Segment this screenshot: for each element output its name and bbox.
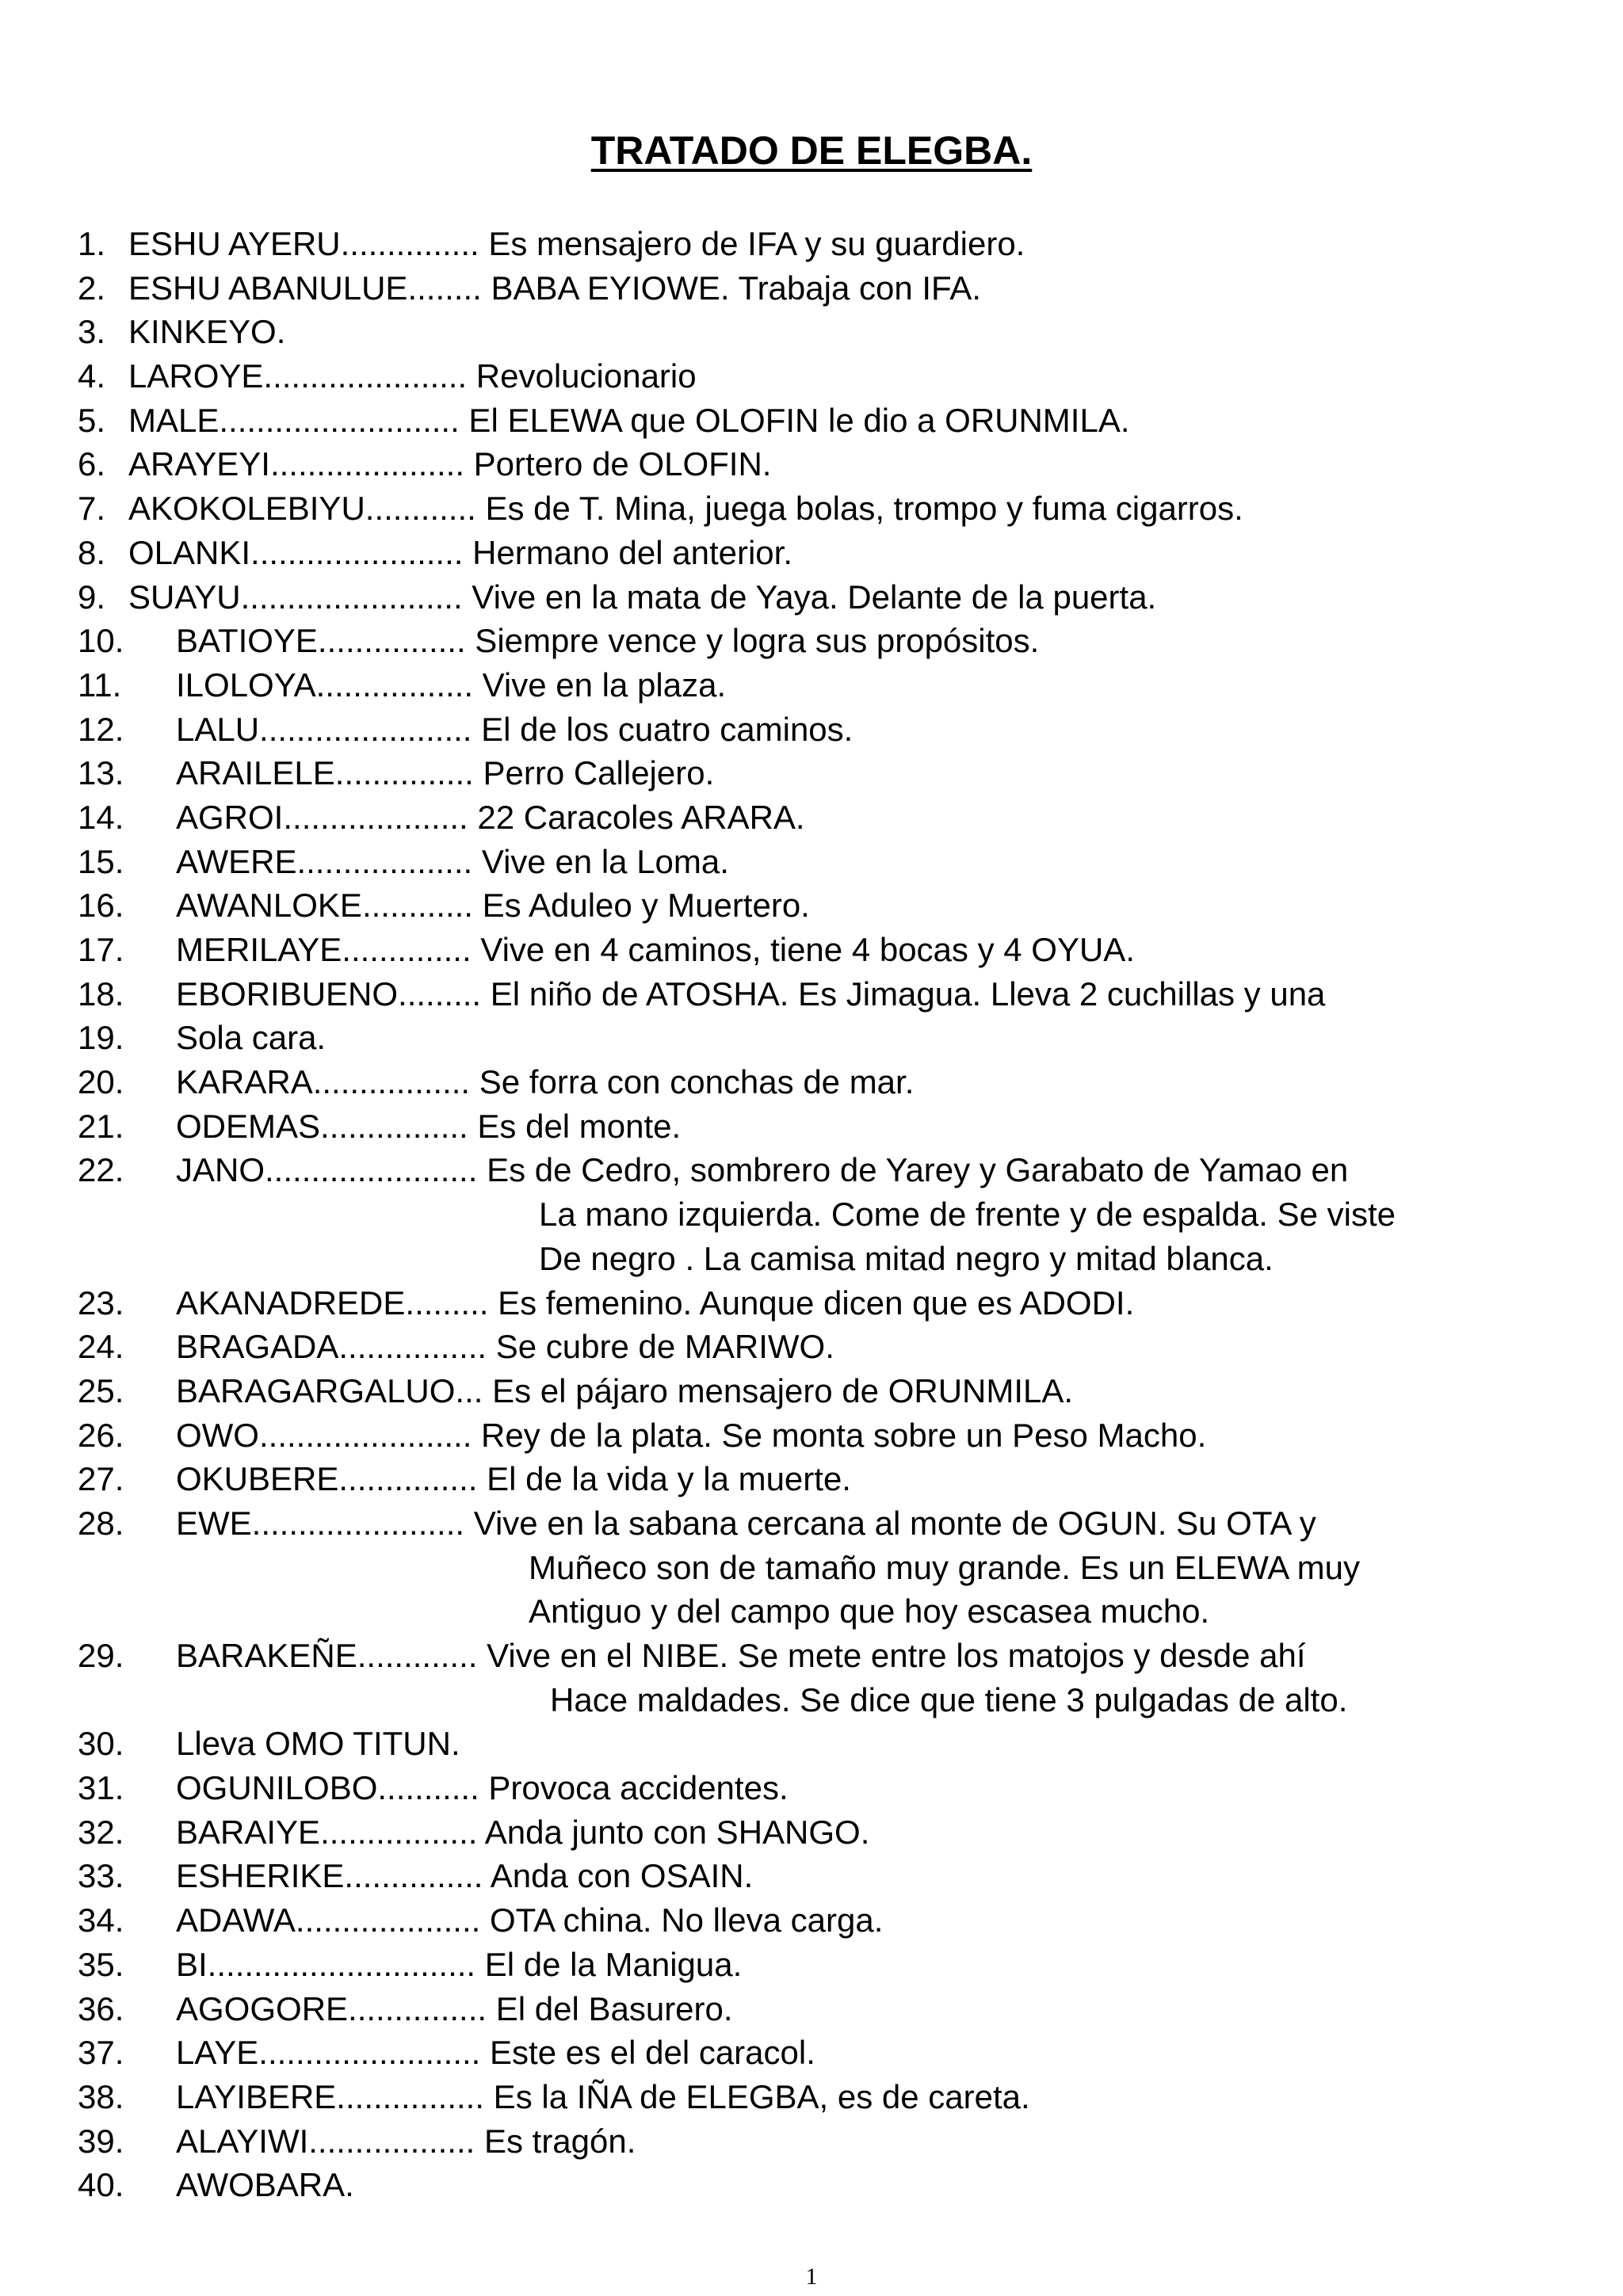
- item-text: LAROYE...................... Revolucionario: [128, 357, 697, 395]
- item-text-continuation: Muñeco son de tamaño muy grande. Es un ELEWA muy: [529, 1548, 1360, 1586]
- list-item: [0, 222, 1623, 266]
- list-item-continuation: [0, 1678, 1623, 1722]
- item-number: 40.: [78, 2166, 124, 2204]
- item-number: 36.: [78, 1989, 124, 2027]
- list-item: [0, 2163, 1623, 2207]
- list-item: [0, 1369, 1623, 1413]
- item-text: ESHU AYERU............... Es mensajero de IFA y su guardiero.: [128, 225, 1025, 262]
- item-text: KARARA................. Se forra con conchas de mar.: [176, 1063, 915, 1101]
- list-item-continuation: [0, 1237, 1623, 1281]
- item-number: 33.: [78, 1857, 124, 1895]
- item-text: AGROI.................... 22 Caracoles ARARA.: [176, 798, 805, 836]
- item-number: 24.: [78, 1328, 124, 1366]
- item-text: MALE.......................... El ELEWA que OLOFIN le dio a ORUNMILA.: [128, 401, 1130, 439]
- item-number: 26.: [78, 1416, 124, 1454]
- item-text: OLANKI....................... Hermano del anterior.: [128, 533, 792, 571]
- list-item: [0, 1148, 1623, 1192]
- item-number: 7.: [78, 490, 106, 528]
- item-text-continuation: Antiguo y del campo que hoy escasea mucho.: [529, 1592, 1210, 1630]
- list-item: [0, 1943, 1623, 1987]
- item-number: 37.: [78, 2034, 124, 2072]
- item-number: 3.: [78, 313, 106, 351]
- item-text: AWANLOKE............ Es Aduleo y Muertero.: [176, 887, 810, 925]
- item-text: Lleva OMO TITUN.: [176, 1725, 460, 1763]
- list-item: [0, 442, 1623, 486]
- list-item: [0, 575, 1623, 620]
- item-number: 30.: [78, 1725, 124, 1763]
- item-number: 14.: [78, 798, 124, 836]
- item-text: AWERE................... Vive en la Loma.: [176, 842, 729, 880]
- item-number: 2.: [78, 269, 106, 307]
- item-number: 19.: [78, 1019, 124, 1057]
- item-number: 13.: [78, 754, 124, 792]
- item-number: 38.: [78, 2077, 124, 2115]
- item-text: BARAKEÑE............. Vive en el NIBE. Se mete entre los matojos y desde ahí: [176, 1637, 1306, 1674]
- list-item: [0, 1766, 1623, 1810]
- list-item: [0, 707, 1623, 752]
- item-text: SUAYU........................ Vive en la mata de Yaya. Delante de la puerta.: [128, 578, 1157, 616]
- item-number: 21.: [78, 1107, 124, 1145]
- list-item: [0, 1501, 1623, 1546]
- item-text: BRAGADA................ Se cubre de MARIWO.: [176, 1328, 834, 1366]
- item-number: 34.: [78, 1901, 124, 1939]
- list-item: [0, 2119, 1623, 2164]
- item-text: ARAYEYI..................... Portero de OLOFIN.: [128, 445, 772, 483]
- item-number: 22.: [78, 1151, 124, 1189]
- item-number: 1.: [78, 225, 106, 262]
- list-item: [0, 795, 1623, 840]
- list-item: [0, 619, 1623, 663]
- item-number: 39.: [78, 2122, 124, 2160]
- list-item-continuation: [0, 1192, 1623, 1237]
- item-text: OWO....................... Rey de la plata. Se monta sobre un Peso Macho.: [176, 1416, 1207, 1454]
- item-text: Sola cara.: [176, 1019, 327, 1057]
- item-number: 20.: [78, 1063, 124, 1101]
- list-item: [0, 840, 1623, 884]
- list-item: [0, 266, 1623, 311]
- list-item-continuation: [0, 1546, 1623, 1590]
- list-item: [0, 2075, 1623, 2119]
- item-number: 16.: [78, 887, 124, 925]
- item-text-continuation: La mano izquierda. Come de frente y de espalda. Se viste: [539, 1196, 1396, 1234]
- item-text: AKOKOLEBIYU............ Es de T. Mina, juega bolas, trompo y fuma cigarros.: [128, 490, 1243, 528]
- item-text: ILOLOYA................. Vive en la plaza.: [176, 666, 727, 704]
- item-text-continuation: Hace maldades. Se dice que tiene 3 pulgadas de alto.: [550, 1680, 1348, 1718]
- list-item: [0, 751, 1623, 795]
- item-text: KINKEYO.: [128, 313, 286, 351]
- item-text: MERILAYE.............. Vive en 4 caminos, tiene 4 bocas y 4 OYUA.: [176, 931, 1135, 968]
- item-text: EWE....................... Vive en la sabana cercana al monte de OGUN. Su OTA y: [176, 1504, 1316, 1542]
- list-item: [0, 1325, 1623, 1369]
- item-text: AKANADREDE......... Es femenino. Aunque dicen que es ADODI.: [176, 1283, 1135, 1322]
- item-number: 31.: [78, 1769, 124, 1807]
- list-item: [0, 1060, 1623, 1104]
- item-text: BATIOYE................ Siempre vence y logra sus propósitos.: [176, 622, 1040, 660]
- item-number: 32.: [78, 1813, 124, 1851]
- list-item: [0, 1854, 1623, 1898]
- list-item: [0, 1898, 1623, 1943]
- item-text: AGOGORE............... El del Basurero.: [176, 1989, 733, 2027]
- item-text: EBORIBUENO......... El niño de ATOSHA. Es Jimagua. Lleva 2 cuchillas y una: [176, 974, 1326, 1013]
- list-item: [0, 1413, 1623, 1458]
- list-item: [0, 399, 1623, 443]
- item-text: BARAGARGALUO... Es el pájaro mensajero de ORUNMILA.: [176, 1371, 1074, 1409]
- item-text: LAYE........................ Este es el del caracol.: [176, 2034, 815, 2072]
- item-number: 18.: [78, 974, 124, 1013]
- item-number: 10.: [78, 622, 124, 660]
- list-item: [0, 1634, 1623, 1678]
- item-text: BI............................. El de la Manigua.: [176, 1945, 743, 1983]
- item-text: ARAILELE............... Perro Callejero.: [176, 754, 715, 792]
- list-item: [0, 354, 1623, 399]
- item-text: OGUNILOBO........... Provoca accidentes.: [176, 1769, 789, 1807]
- list-item: [0, 531, 1623, 575]
- item-text: ALAYIWI.................. Es tragón.: [176, 2122, 636, 2160]
- item-text: ADAWA.................... OTA china. No lleva carga.: [176, 1901, 884, 1939]
- item-text: JANO....................... Es de Cedro, sombrero de Yarey y Garabato de Yamao en: [176, 1151, 1349, 1189]
- item-text: ESHU ABANULUE........ BABA EYIOWE. Trabaja con IFA.: [128, 269, 982, 307]
- item-text: BARAIYE................. Anda junto con SHANGO.: [176, 1813, 870, 1851]
- list-item: [0, 2031, 1623, 2075]
- item-number: 23.: [78, 1283, 124, 1322]
- item-text-continuation: De negro . La camisa mitad negro y mitad blanca.: [539, 1239, 1274, 1277]
- item-number: 27.: [78, 1460, 124, 1498]
- item-number: 29.: [78, 1637, 124, 1674]
- list-item: [0, 972, 1623, 1016]
- list-item: [0, 928, 1623, 972]
- list-item: [0, 883, 1623, 928]
- list-item: [0, 1104, 1623, 1149]
- item-number: 35.: [78, 1945, 124, 1983]
- page-number: 1: [805, 2264, 818, 2290]
- item-text: ESHERIKE............... Anda con OSAIN.: [176, 1857, 754, 1895]
- list-item-continuation: [0, 1589, 1623, 1634]
- list-item: [0, 1281, 1623, 1325]
- list-item: [0, 663, 1623, 707]
- item-number: 28.: [78, 1504, 124, 1542]
- item-number: 25.: [78, 1371, 124, 1409]
- list-item: [0, 310, 1623, 354]
- item-number: 12.: [78, 710, 124, 748]
- item-text: LAYIBERE................ Es la IÑA de ELEGBA, es de careta.: [176, 2077, 1030, 2115]
- elegba-list: [0, 222, 1623, 2207]
- list-item: [0, 1457, 1623, 1501]
- item-number: 15.: [78, 842, 124, 880]
- list-item: [0, 1810, 1623, 1855]
- list-item: [0, 1987, 1623, 2031]
- item-number: 17.: [78, 931, 124, 968]
- item-text: AWOBARA.: [176, 2166, 354, 2204]
- item-number: 8.: [78, 533, 106, 571]
- list-item: [0, 486, 1623, 531]
- item-text: ODEMAS................ Es del monte.: [176, 1107, 682, 1145]
- item-text: LALU....................... El de los cuatro caminos.: [176, 710, 854, 748]
- item-number: 6.: [78, 445, 106, 483]
- item-number: 5.: [78, 401, 106, 439]
- page-title: TRATADO DE ELEGBA.: [590, 128, 1033, 173]
- item-number: 9.: [78, 578, 106, 616]
- list-item: [0, 1722, 1623, 1766]
- list-item: [0, 1016, 1623, 1060]
- item-number: 4.: [78, 357, 106, 395]
- item-text: OKUBERE............... El de la vida y la muerte.: [176, 1460, 851, 1498]
- item-number: 11.: [78, 666, 122, 704]
